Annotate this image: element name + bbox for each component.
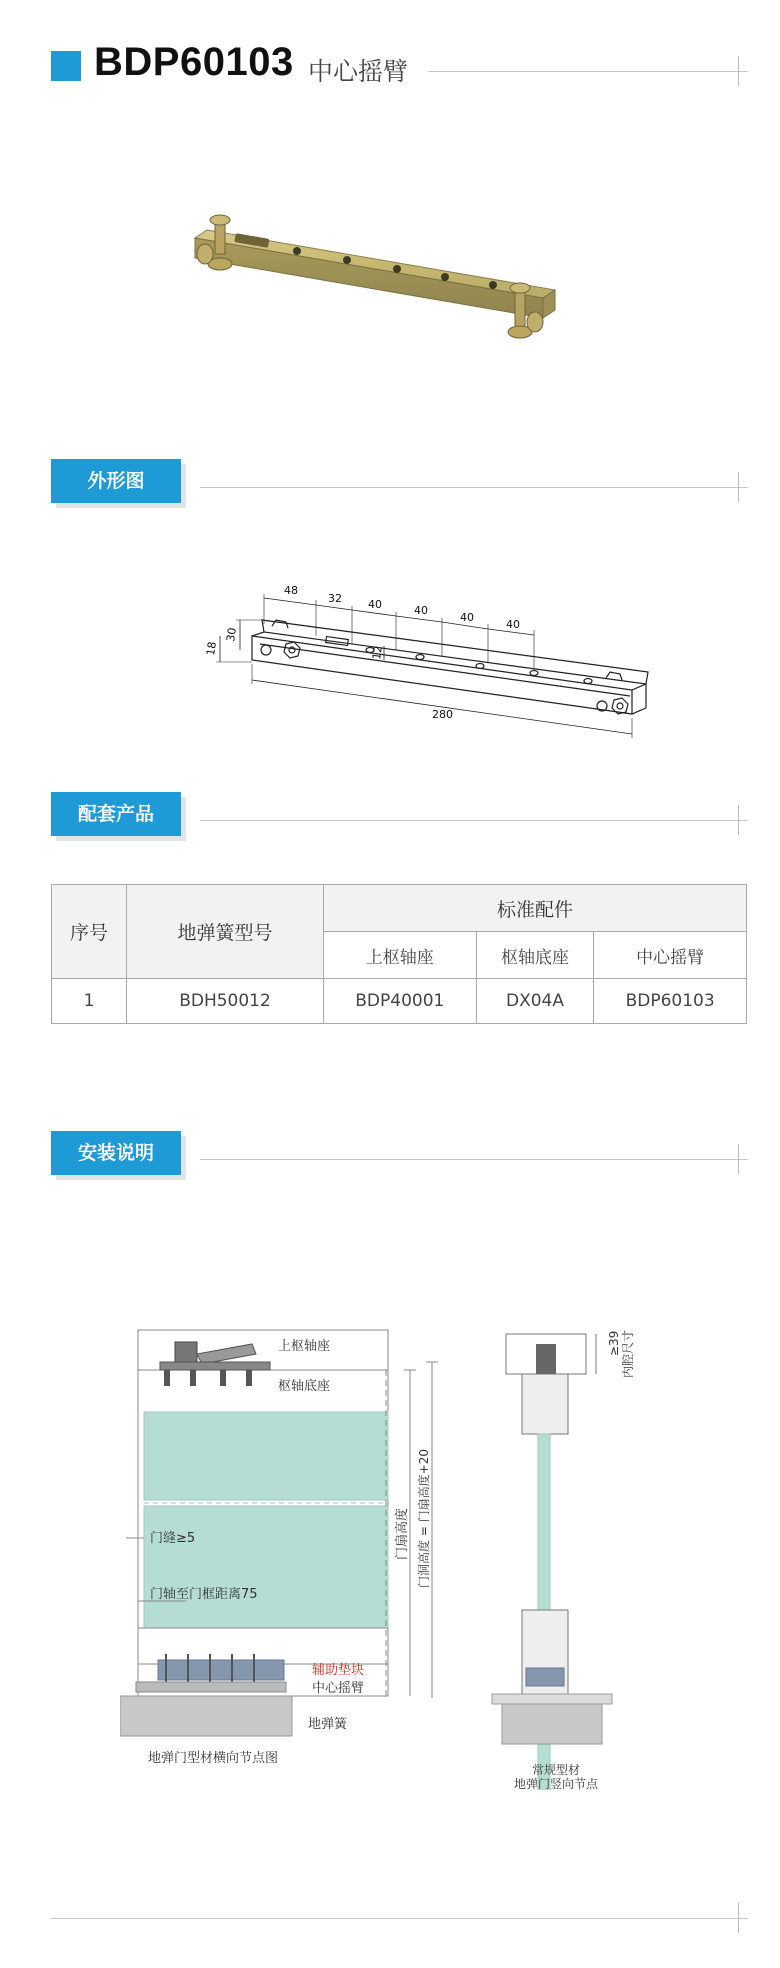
- bar-hole: [343, 256, 351, 264]
- label-opening-height: 门洞高度 = 门扇高度+20: [417, 1448, 431, 1588]
- spacer-block-right: [526, 1668, 564, 1686]
- dim-18: 18: [204, 640, 219, 657]
- th-index: 序号: [52, 885, 127, 979]
- product-photo: [175, 210, 565, 350]
- cell-arm: BDP60103: [594, 979, 747, 1024]
- glass-panel-lower: [144, 1506, 388, 1628]
- label-arm: 中心摇臂: [312, 1681, 365, 1696]
- caption-left: 地弹门型材横向节点图: [148, 1751, 279, 1766]
- spacer-block: [158, 1660, 284, 1680]
- outline-tick: [738, 472, 739, 502]
- product-name: 中心摇臂: [308, 57, 409, 86]
- dim-32: 32: [328, 592, 342, 605]
- install-diagram-left: [120, 1320, 460, 1780]
- footer-divider: [51, 1918, 748, 1919]
- glass-panel-upper: [144, 1412, 388, 1500]
- title-square-icon: [51, 51, 81, 81]
- dim-48: 48: [284, 584, 298, 597]
- dim-280: 280: [432, 708, 453, 721]
- top-pivot-hardware: [160, 1342, 270, 1386]
- label-door-height: 门扇高度: [395, 1507, 410, 1560]
- install-tick: [738, 1144, 739, 1174]
- label-floor-spring: 地弹簧: [308, 1717, 348, 1732]
- matching-divider: [200, 820, 748, 821]
- outline-divider: [200, 487, 748, 488]
- th-bottom-pivot: 枢轴底座: [476, 932, 594, 979]
- install-divider: [200, 1159, 748, 1160]
- dim-40a: 40: [368, 598, 382, 611]
- center-arm: [136, 1682, 286, 1692]
- bar-front-face: [195, 238, 543, 318]
- header-divider: [428, 71, 748, 72]
- install-diagram-right: [480, 1310, 640, 1790]
- table-row: [52, 979, 747, 1024]
- label-bottom-pivot: 枢轴底座: [278, 1379, 331, 1394]
- section-tab-matching: 配套产品: [51, 792, 181, 836]
- th-top-pivot: 上枢轴座: [324, 932, 477, 979]
- outline-drawing: [200, 580, 670, 760]
- footer-tick: [738, 1903, 739, 1933]
- label-gap: 门缝≥5: [150, 1531, 196, 1546]
- dim-30: 30: [224, 626, 239, 643]
- dim-40b: 40: [414, 604, 428, 617]
- dim-12: 12: [370, 644, 385, 661]
- th-model: 地弹簧型号: [127, 885, 324, 979]
- bar-hole: [441, 273, 449, 281]
- bar-hole: [489, 281, 497, 289]
- label-cavity: 内腔尺寸: [621, 1329, 635, 1378]
- bar-hole: [393, 265, 401, 273]
- section-tab-install: 安装说明: [51, 1131, 181, 1175]
- label-axis-distance: 门轴至门框距离75: [150, 1587, 258, 1602]
- floor-right: [502, 1704, 602, 1744]
- cell-top-pivot: BDP40001: [324, 979, 477, 1024]
- matching-table: [51, 884, 747, 1024]
- caption-right-line1: 常规型材: [532, 1763, 581, 1777]
- dim-40c: 40: [460, 611, 474, 624]
- label-spacer: 辅助垫块: [312, 1663, 365, 1678]
- dim-40d: 40: [506, 618, 520, 631]
- matching-tick: [738, 805, 739, 835]
- bar-hole: [293, 247, 301, 255]
- label-top-pivot: 上枢轴座: [278, 1339, 331, 1354]
- header-tick: [738, 56, 739, 86]
- label-min: ≥39: [607, 1330, 621, 1356]
- cell-bottom-pivot: DX04A: [476, 979, 594, 1024]
- section-tab-outline: 外形图: [51, 459, 181, 503]
- th-arm: 中心摇臂: [594, 932, 747, 979]
- caption-right-line2: 地弹门竖向节点: [514, 1777, 599, 1790]
- cell-index: 1: [52, 979, 127, 1024]
- floor-spring-base: [120, 1696, 292, 1736]
- product-code: BDP60103: [94, 40, 294, 84]
- cell-model: BDH50012: [127, 979, 324, 1024]
- th-parts: 标准配件: [324, 885, 747, 932]
